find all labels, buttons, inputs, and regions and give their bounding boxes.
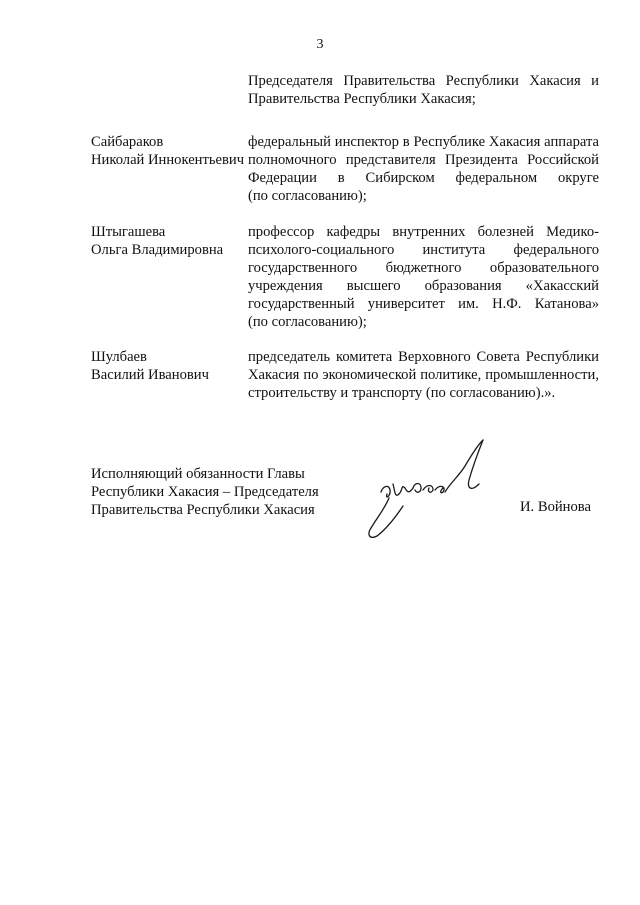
continuation-line: Правительства Республики Хакасия; <box>248 91 476 107</box>
handwritten-signature <box>355 432 505 552</box>
description-line: Хакасия по экономической политике, промышленности, <box>248 367 599 383</box>
description-line: (по согласованию); <box>248 188 367 204</box>
description-line: профессор кафедры внутренних болезней Медико- <box>248 224 599 240</box>
member-name <box>91 223 251 259</box>
member-given-names: Василий Иванович <box>91 367 209 383</box>
member-description <box>248 223 599 331</box>
member-surname: Штыгашева <box>91 224 166 240</box>
description-line: строительству и транспорту (по согласованию).». <box>248 385 556 401</box>
member-given-names: Ольга Владимировна <box>91 242 224 258</box>
member-name <box>91 348 251 384</box>
signer-title-line: Республики Хакасия – Председателя <box>91 484 319 500</box>
description-line: государственного бюджетного образовательного <box>248 260 599 276</box>
description-line: (по согласованию); <box>248 314 367 330</box>
member-surname: Шулбаев <box>91 349 147 365</box>
description-line: психолого-социального института федерального <box>248 242 599 258</box>
member-name <box>91 133 251 169</box>
description-line: Федерации в Сибирском федеральном округе <box>248 170 599 186</box>
description-line: председатель комитета Верховного Совета Республики <box>248 349 599 365</box>
signer-title-line: Правительства Республики Хакасия <box>91 502 315 518</box>
member-surname: Сайбараков <box>91 134 164 150</box>
description-line: государственный университет им. Н.Ф. Катанова» <box>248 296 599 312</box>
member-description <box>248 348 599 402</box>
description-line: федеральный инспектор в Республике Хакасия аппарата <box>248 134 599 150</box>
continuation-text <box>248 72 599 108</box>
signer-title <box>91 465 351 519</box>
member-given-names: Николай Иннокентьевич <box>91 152 245 168</box>
signer-name: И. Войнова <box>520 499 591 515</box>
signer-title-line: Исполняющий обязанности Главы <box>91 466 305 482</box>
page-number: 3 <box>316 37 324 52</box>
description-line: учреждения высшего образования «Хакасский <box>248 278 599 294</box>
description-line: полномочного представителя Президента Российской <box>248 152 599 168</box>
continuation-line: Председателя Правительства Республики Хакасия и <box>248 73 599 89</box>
member-description <box>248 133 599 205</box>
